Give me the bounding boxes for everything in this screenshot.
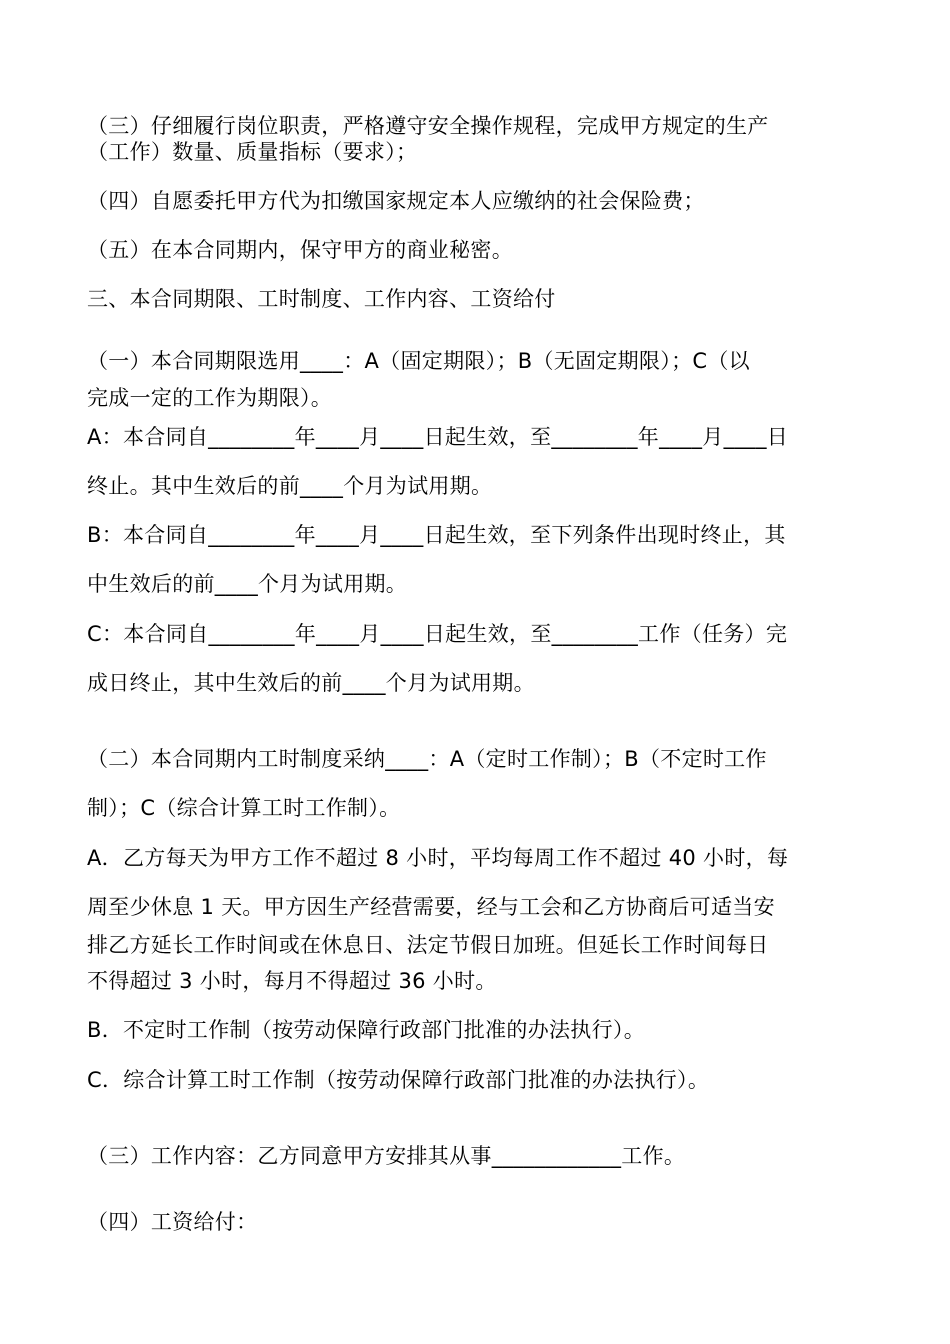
text-line: （一）本合同期限选用____：A（固定期限）；B（无固定期限）；C（以 — [87, 349, 750, 373]
text-line: C．综合计算工时工作制（按劳动保障行政部门批准的办法执行）。 — [87, 1068, 710, 1092]
text-line: （工作）数量、质量指标（要求）； — [87, 140, 418, 164]
text-line: C：本合同自________年____月____日起生效，至________工作（任务）完 — [87, 622, 788, 646]
text-line: （四）自愿委托甲方代为扣缴国家规定本人应缴纳的社会保险费； — [87, 189, 705, 213]
text-line: 成日终止，其中生效后的前____个月为试用期。 — [87, 671, 535, 695]
text-line: B：本合同自________年____月____日起生效，至下列条件出现时终止，其 — [87, 523, 786, 547]
text-line: （五）在本合同期内，保守甲方的商业秘密。 — [87, 238, 513, 262]
text-line: A：本合同自________年____月____日起生效，至________年____月____日 — [87, 425, 789, 449]
text-line: 中生效后的前____个月为试用期。 — [87, 572, 408, 596]
text-line: 排乙方延长工作时间或在休息日、法定节假日加班。但延长工作时间每日 — [87, 933, 769, 957]
text-line: （二）本合同期内工时制度采纳____：A（定时工作制）；B（不定时工作 — [87, 747, 767, 771]
text-line: 终止。其中生效后的前____个月为试用期。 — [87, 474, 493, 498]
text-line: B．不定时工作制（按劳动保障行政部门批准的办法执行）。 — [87, 1018, 646, 1042]
text-line: A．乙方每天为甲方工作不超过 8 小时，平均每周工作不超过 40 小时，每 — [87, 846, 789, 870]
section-heading: 三、本合同期限、工时制度、工作内容、工资给付 — [87, 287, 556, 311]
text-line: 周至少休息 1 天。甲方因生产经营需要，经与工会和乙方协商后可适当安 — [87, 895, 775, 919]
text-line: 不得超过 3 小时，每月不得超过 36 小时。 — [87, 969, 497, 993]
text-line: 完成一定的工作为期限）。 — [87, 386, 333, 410]
text-line: （四）工资给付： — [87, 1210, 258, 1234]
text-line: 制）；C（综合计算工时工作制）。 — [87, 796, 401, 820]
text-line: （三）仔细履行岗位职责，严格遵守安全操作规程，完成甲方规定的生产 — [87, 114, 769, 138]
text-line: （三）工作内容：乙方同意甲方安排其从事____________工作。 — [87, 1144, 686, 1168]
